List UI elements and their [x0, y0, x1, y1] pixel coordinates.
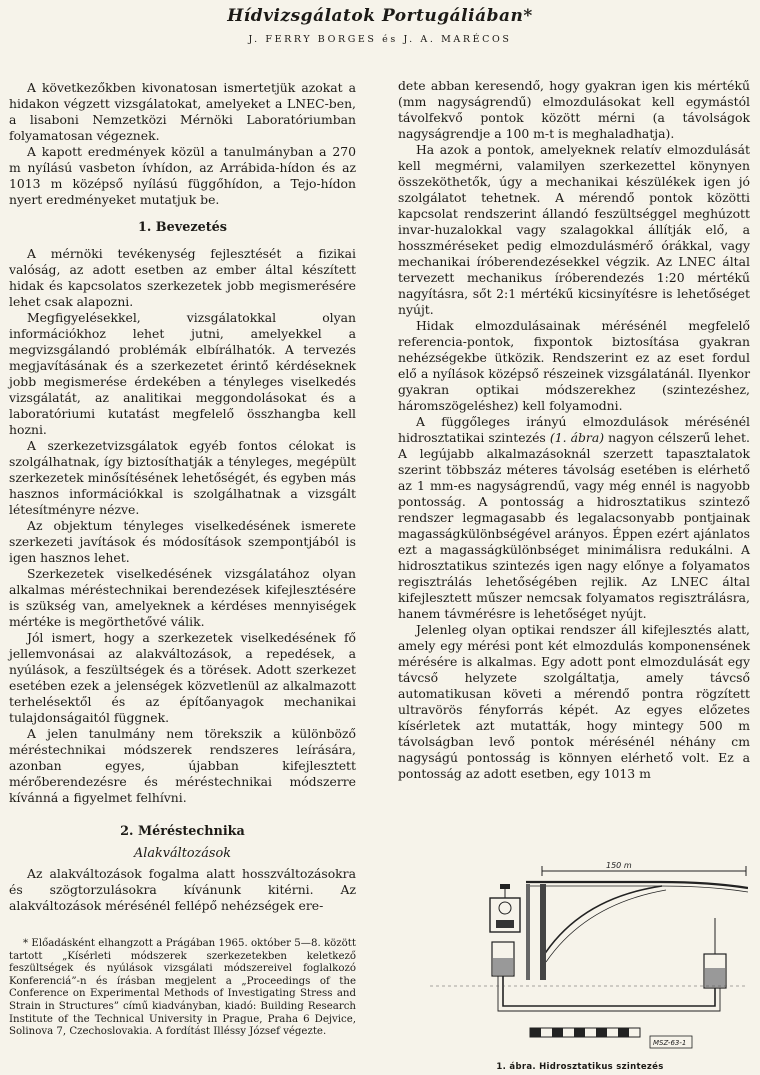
paragraph: A jelen tanulmány nem törekszik a különböző méréstechnikai módszerek rendszeres leírására, azonban egyes, újabban kifejlesztett mérőberendezésre és méréstechnikai módszerre kívánná a figyelmet felhívni.	[9, 726, 356, 805]
subsection-heading-deformations: Alakváltozások	[134, 846, 231, 861]
paragraph-text: nagyon célszerű lehet. A legújabb alkalmazásoknál szerzett tapasztalatok szerint többszáz méteres távolság esetében is elérhető az 1 mm-es nagyságrendű, vagy még ennél is nagyobb pontosság. A pontosság a hidrosztatikus szintező rendszer legmagasabb és legalacsonyabb pontjainak magasságkülönbségével arányos. Éppen ezért ajánlatos ezt a magasságkülönbséget minimálisra redukálni. A hidrosztatikus szintezés igen nagy előnye a folyamatos regisztrálás lehetőségében rejlik. Az LNEC által kifejlesztett műszer nemcsak folyamatos regisztrálásra, hanem távmérésre is lehetőséget nyújt.	[398, 430, 750, 621]
paragraph: A kapott eredmények közül a tanulmányban a 270 m nyílású vasbeton ívhídon, az Arrábida-hídon és az 1013 m középső nyílású függőhídon, a Tejo-hídon nyert eredményeket mutatjuk be.	[9, 144, 356, 207]
footnote-text: * Előadásként elhangzott a Prágában 1965. október 5—8. között tartott „Kísérleti módszerek szerkezetekben keletkező feszültségek és nyúlások vizsgálati módszereivel foglalkozó Konferenciá”-n és írásban megjelent a „Proceedings of the Conference on Experimental Methods of Investigating Stress and Strain in Structures” című kiadványban, kiadó: Building Research Institute of the Technical University in Prague, Praha 6 Dejvice, Solinova 7, Czechoslovakia. A fordítást Illéssy József végezte.	[9, 938, 356, 1038]
paragraph: Megfigyelésekkel, vizsgálatokkal olyan információkhoz lehet jutni, amelyekkel a megvizsgálandó problémák elbírálhatók. A tervezés megjavításának és a szerkezetet érintő kérdéseknek jobb megismerése érdekében a tényleges viselkedés vizsgálatát, az analitikai meggondolásokat és a laboratóriumi kutatást megfelelő összhangba kell hozni.	[9, 310, 356, 437]
paragraph: Hidak elmozdulásainak mérésénél megfelelő referencia-pontok, fixpontok biztosítása gyakran nehézségekbe ütközik. Rendszerint ez az eset fordul elő a nyílások középső részeinek vizsgálatánál. Ilyenkor gyakran optikai módszerekhez (szintezéshez, háromszögeléshez) kell folyamodni.	[398, 318, 750, 413]
bridge-deck	[526, 882, 748, 888]
article-title: Hídvizsgálatok Portugáliában*	[227, 6, 533, 26]
paragraph: dete abban keresendő, hogy gyakran igen kis mértékű (mm nagyságrendű) elmozdulásokat kell egymástól távolfekvő pontok között mérni (a távolságok nagyságrendje a 100 m-t is meghaladhatja).	[398, 78, 750, 141]
pier	[540, 884, 546, 980]
paragraph: Ha azok a pontok, amelyeknek relatív elmozdulását kell megmérni, valamilyen szerkezettel könynyen összeköthetők, úgy a mechanikai készülékek igen jó szolgálatot tehetnek. A mérendő pontok közötti kapcsolat rendszerint állandó feszültséggel meghúzott invar-huzalokkal vagy szalagokkal állítják elő, a hosszméréseket pedig elmozdulásmérő órákkal, vagy mechanikai íróberendezésekkel végzik. Az LNEC által tervezett mechanikus íróberendezés 1:20 mértékű nagyításra, sőt 2:1 mértékű kicsinyítésre is lehetőséget nyújt.	[398, 142, 750, 317]
hydrostatic-pipe	[503, 976, 715, 1006]
figure-reference: (1. ábra)	[549, 430, 605, 445]
paragraph: Jól ismert, hogy a szerkezetek viselkedésének fő jellemvonásai az alakváltozások, a repedések, a nyúlások, a feszültségek és a törések. Adott szerkezet esetében ezek a jelenségek közvetlenül az alkalmazott terhelésektől és az építőanyagok mechanikai tulajdonságaitól függnek.	[9, 630, 356, 725]
dimension-label: 150 m	[606, 861, 632, 870]
paragraph: Az objektum tényleges viselkedésének ismerete szerkezeti javítások és módosítások szempontjából is igen hasznos lehet.	[9, 518, 356, 565]
hydrostatic-leveling-figure	[430, 858, 748, 1058]
paragraph: A mérnöki tevékenység fejlesztését a fizikai valóság, az adott esetben az ember által készített hidak és kapcsolatos szerkezetek jobb megismerésére lehet csak alapozni.	[9, 246, 356, 309]
footnote	[9, 938, 356, 1039]
figure-caption: 1. ábra. Hidrosztatikus szintezés	[496, 1062, 664, 1072]
left-column	[9, 80, 356, 914]
paragraph: A szerkezetvizsgálatok egyéb fontos célokat is szolgálhatnak, így biztosíthatják a tényleges, megépült szerkezetek minősítésének lehetőségét, és egyben más hasznos információkkal is szolgálhatnak a vizsgált létesítményre nézve.	[9, 438, 356, 517]
right-column	[398, 78, 750, 782]
paragraph-text: A függőleges irányú elmozdulások mérésénél hidrosztatikai szintezés	[398, 414, 750, 445]
paragraph: Jelenleg olyan optikai rendszer áll kifejlesztés alatt, amely egy mérési pont két elmozdulás komponensének mérésére is alkalmas. Egy adott pont elmozdulását egy távcső helyzete szolgáltatja, amely távcső automatikusan követi a mérendő pontra rögzített ultravörös fényforrás képét. Az egyes előzetes kísérletek azt mutatták, hogy mintegy 500 m távolságban levő pontok mérésénél néhány cm nagyságú pontosság is könnyen elérhető volt. Ez a pontosság az adott esetben, egy 1013 m	[398, 622, 750, 781]
figure-code-label: MSZ-63-1	[653, 1039, 687, 1047]
paragraph: Az alakváltozások fogalma alatt hosszváltozásokra és szögtorzulásokra kívánunk kitérni. Az alakváltozások mérésénél fellépő nehézségek ere-	[9, 866, 356, 913]
paragraph	[398, 414, 750, 622]
bridge-arch	[542, 886, 662, 958]
paragraph: Szerkezetek viselkedésének vizsgálatához olyan alkalmas méréstechnikai berendezések kifejlesztésére is szükség van, amelyeknek a kérdéses mennyiségek mértéke is megörthetővé válik.	[9, 566, 356, 629]
section-heading-measurement: 2. Méréstechnika	[120, 824, 245, 839]
paragraph: A következőkben kivonatosan ismertetjük azokat a hidakon végzett vizsgálatokat, amelyeket a LNEC-ben, a lisaboni Nemzetközi Mérnöki Laboratóriumban folyamatosan végeznek.	[9, 80, 356, 143]
section-heading-introduction: 1. Bevezetés	[137, 220, 228, 235]
article-authors: J. FERRY BORGES és J. A. MARÉCOS	[248, 34, 512, 45]
